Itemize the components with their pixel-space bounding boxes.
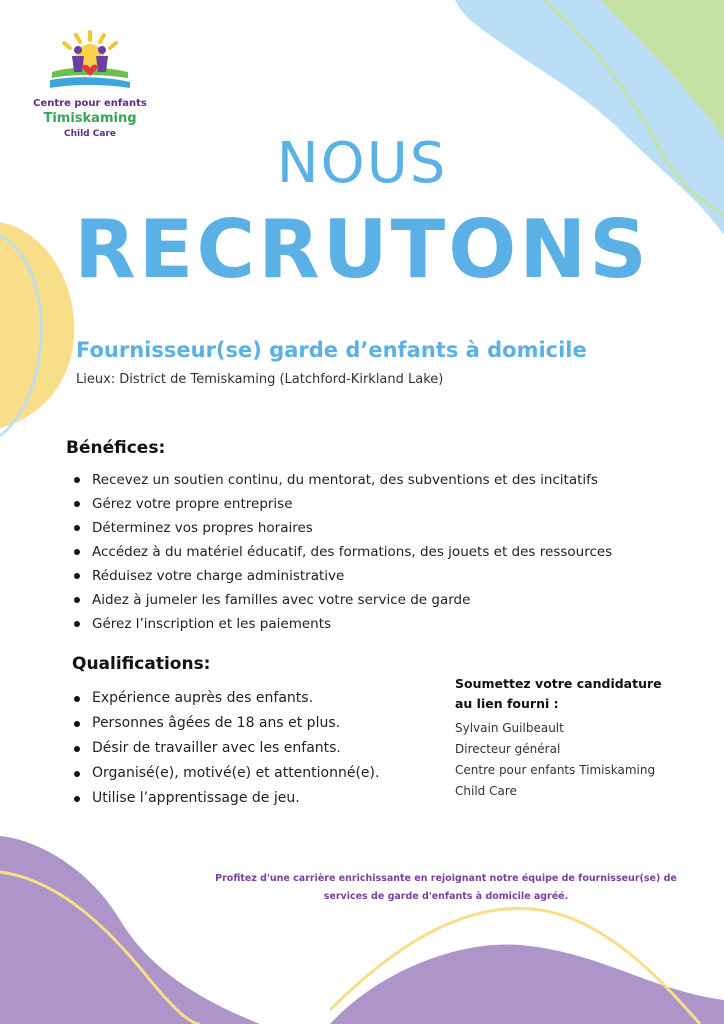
contact-name: Sylvain Guilbeault [455, 721, 564, 735]
qualification-item: Désir de travailler avec les enfants. [70, 736, 379, 761]
benefit-item: Accédez à du matériel éducatif, des formations, des jouets et des ressources [70, 540, 612, 564]
contact-org-2: Child Care [455, 784, 517, 798]
benefit-item: Réduisez votre charge administrative [70, 564, 612, 588]
apply-title-line-2: au lien fourni : [455, 696, 559, 711]
logo-mark-icon [42, 28, 138, 94]
footer-tagline [196, 870, 696, 906]
benefit-item: Recevez un soutien continu, du mentorat, des subventions et des incitatifs [70, 468, 612, 492]
footer-line-1: Profitez d'une carrière enrichissante en rejoignant notre équipe de fournisseur(se) de [215, 873, 677, 884]
apply-contact [455, 718, 685, 802]
logo-line-1: Centre pour enfants [33, 98, 147, 109]
contact-role: Directeur général [455, 742, 561, 756]
footer-line-2: services de garde d'enfants à domicile agréé. [323, 891, 569, 902]
bottom-left-purple-blob [0, 836, 260, 1024]
logo-line-2: Timiskaming [43, 111, 137, 126]
contact-org: Centre pour enfants Timiskaming [455, 763, 656, 777]
benefit-item: Aidez à jumeler les familles avec votre service de garde [70, 588, 612, 612]
qualification-item: Expérience auprès des enfants. [70, 686, 379, 711]
logo [28, 28, 152, 139]
qualification-item: Organisé(e), motivé(e) et attentionné(e). [70, 761, 379, 786]
benefits-title: Bénéfices: [66, 438, 166, 458]
apply-title [455, 674, 685, 714]
job-location: Lieux: District de Temiskaming (Latchford-Kirkland Lake) [76, 372, 444, 387]
headline-nous: NOUS [276, 131, 448, 196]
job-title: Fournisseur(se) garde d’enfants à domicile [76, 338, 587, 362]
qualifications-title: Qualifications: [72, 654, 211, 674]
logo-line-3: Child Care [64, 129, 116, 139]
benefit-item: Gérez l’inscription et les paiements [70, 612, 612, 636]
headline-recrutons: RECRUTONS [74, 203, 650, 296]
benefit-item: Gérez votre propre entreprise [70, 492, 612, 516]
apply-section [455, 674, 685, 802]
benefit-item: Déterminez vos propres horaires [70, 516, 612, 540]
benefits-list [70, 468, 612, 636]
qualification-item: Utilise l’apprentissage de jeu. [70, 786, 379, 811]
qualification-item: Personnes âgées de 18 ans et plus. [70, 711, 379, 736]
qualifications-list [70, 686, 379, 811]
apply-title-line-1: Soumettez votre candidature [455, 676, 662, 691]
